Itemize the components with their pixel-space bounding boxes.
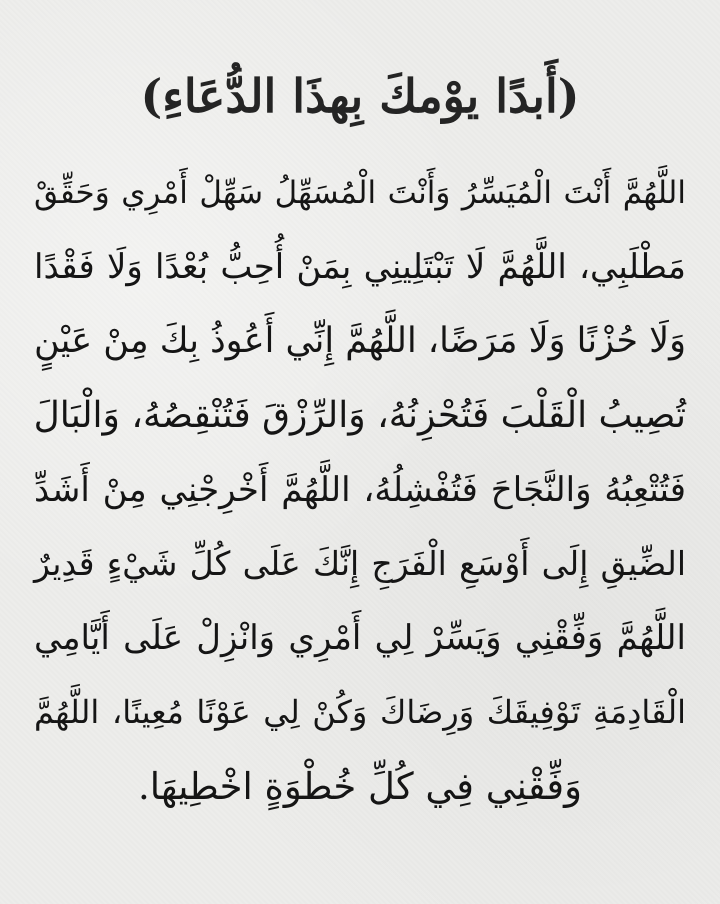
dua-title: (أَبدًا يوْمكَ بِهذَا الدُّعَاءِ) — [140, 69, 580, 123]
dua-line: الضِّيقِ إِلَى أَوْسَعِ الْفَرَجِ إِنَّكَ عَلَى كُلِّ شَيْءٍ قَدِيرٌ — [34, 544, 686, 584]
dua-line: اللَّهُمَّ أَنْتَ الْمُيَسِّرُ وَأَنْتَ الْمُسَهِّلُ سَهِّلْ أَمْرِي وَحَقِّقْ — [34, 175, 686, 211]
dua-line: اللَّهُمَّ وَفِّقْنِي وَيَسِّرْ لِي أَمْرِي وَانْزِلْ عَلَى أَيَّامِي — [34, 618, 686, 659]
dua-line: مَطْلَبِي، اللَّهُمَّ لَا تَبْتَلِينِي بِمَنْ أُحِبُّ بُعْدًا وَلَا فَقْدًا — [34, 247, 686, 288]
dua-line: الْقَادِمَةِ تَوْفِيقَكَ وَرِضَاكَ وَكُنْ لِي عَوْنًا مُعِينًا، اللَّهُمَّ — [34, 693, 686, 732]
dua-line: وَلَا حُزْنًا وَلَا مَرَضًا، اللَّهُمَّ إِنِّي أَعُوذُ بِكَ مِنْ عَيْنٍ — [34, 321, 686, 362]
dua-line: فَتُتْعِبُهُ وَالنَّجَاحَ فَتُفْشِلُهُ، اللَّهُمَّ أَخْرِجْنِي مِنْ أَشَدِّ — [34, 469, 686, 510]
dua-line: تُصِيبُ الْقَلْبَ فَتُحْزِنُهُ، وَالرِّزْقَ فَتُنْقِصُهُ، وَالْبَالَ — [33, 394, 686, 436]
dua-line: وَفِّقْنِي فِي كُلِّ خُطْوَةٍ اخْطِيهَا. — [138, 764, 582, 808]
dua-text — [34, 156, 686, 824]
